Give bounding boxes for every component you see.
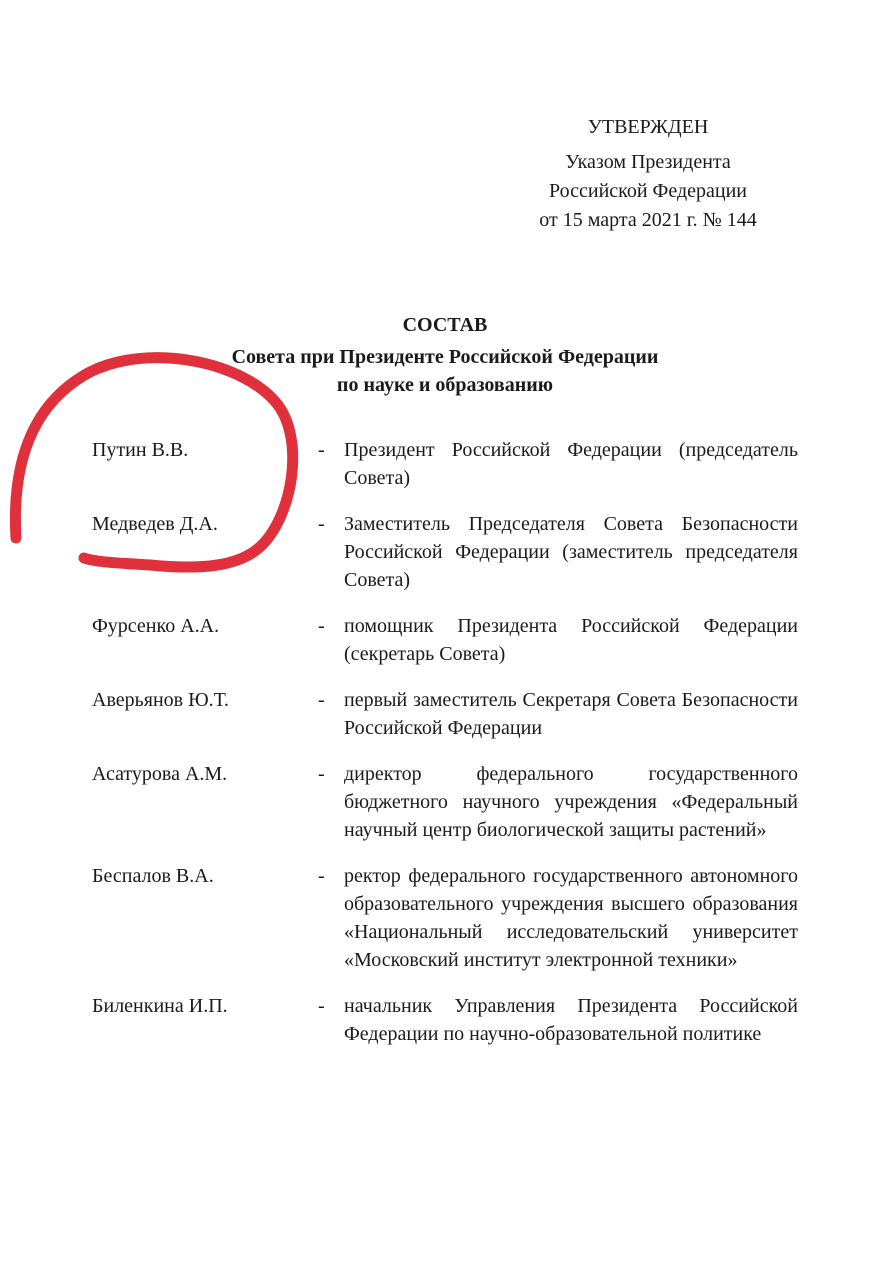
member-role: первый заместитель Секретаря Совета Безопасности Российской Федерации	[344, 689, 798, 739]
heading-subtitle-line1: Совета при Президенте Российской Федерации	[231, 346, 659, 368]
member-row	[92, 760, 798, 844]
member-role: Заместитель Председателя Совета Безопасности Российской Федерации (заместитель председателя Совета)	[344, 513, 798, 591]
heading-title: СОСТАВ	[402, 314, 488, 336]
member-row	[92, 510, 798, 594]
member-role: директор федерального государственного бюджетного научного учреждения «Федеральный научный центр биологической защиты растений»	[344, 763, 798, 841]
document-heading	[0, 310, 890, 399]
member-name: Аверьянов Ю.Т.	[92, 689, 229, 711]
member-dash: -	[318, 689, 325, 711]
member-role: ректор федерального государственного автономного образовательного учреждения высшего образования «Национальный исследовательский университет «Московский институт электронной техники»	[344, 865, 798, 971]
member-dash: -	[318, 513, 325, 535]
approval-block	[500, 113, 796, 235]
member-dash: -	[318, 763, 325, 785]
member-dash: -	[318, 439, 325, 461]
member-row	[92, 862, 798, 974]
approval-line-country: Российской Федерации	[548, 180, 748, 202]
member-role: Президент Российской Федерации (председатель Совета)	[344, 439, 798, 489]
member-name: Медведев Д.А.	[92, 513, 218, 535]
member-row	[92, 686, 798, 742]
member-row	[92, 436, 798, 492]
approval-line-decree: Указом Президента	[565, 151, 731, 173]
member-name: Путин В.В.	[92, 439, 189, 461]
member-role: помощник Президента Российской Федерации (секретарь Совета)	[344, 615, 798, 665]
member-name: Беспалов В.А.	[92, 865, 214, 887]
member-dash: -	[318, 865, 325, 887]
member-role: начальник Управления Президента Российской Федерации по научно-образовательной политике	[344, 995, 798, 1045]
member-name: Асатурова А.М.	[92, 763, 228, 785]
member-row	[92, 612, 798, 668]
member-dash: -	[318, 995, 325, 1017]
member-name: Биленкина И.П.	[92, 995, 228, 1017]
members-list	[92, 436, 798, 1066]
member-row	[92, 992, 798, 1048]
member-name: Фурсенко А.А.	[92, 615, 220, 637]
heading-subtitle-line2: по науке и образованию	[336, 374, 554, 396]
member-dash: -	[318, 615, 325, 637]
approval-line-date: от 15 марта 2021 г. № 144	[539, 209, 757, 231]
approval-title: УТВЕРЖДЕН	[587, 116, 709, 138]
